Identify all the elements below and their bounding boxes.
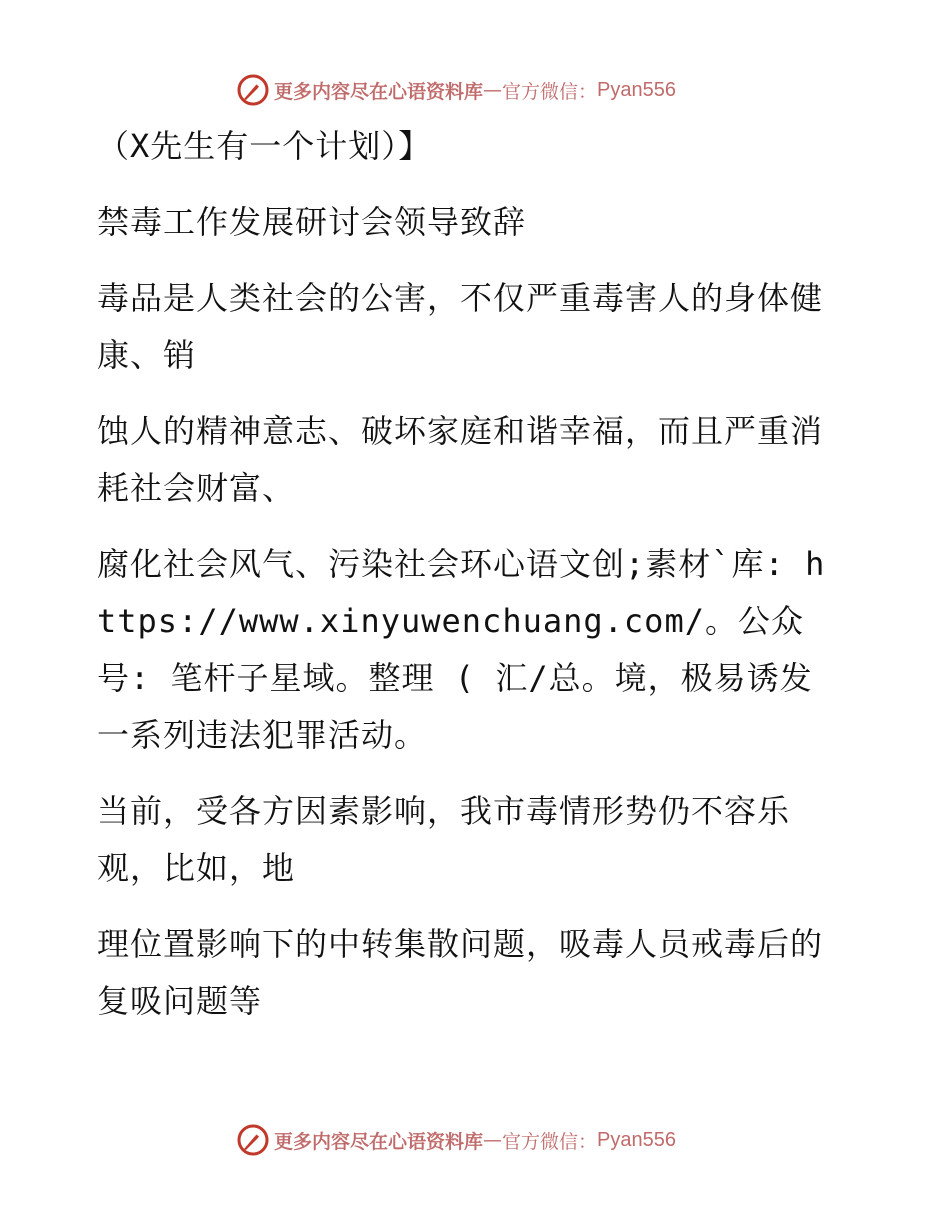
paragraph-heading: 禁毒工作发展研讨会领导致辞 <box>97 203 527 241</box>
watermark-label: 官方微信： <box>502 1130 598 1153</box>
watermark-separator: — <box>483 1129 503 1151</box>
watermark-label: 官方微信： <box>502 80 598 103</box>
pen-logo-icon <box>236 73 270 107</box>
watermark-separator: — <box>483 79 503 101</box>
watermark-wechat-id: Pyan556 <box>597 78 676 101</box>
paragraph-1: 毒品是人类社会的公害，不仅严重毒害人的身体健康、销 <box>97 279 824 374</box>
paragraph-2: 蚀人的精神意志、破坏家庭和谐幸福，而且严重消耗社会财富、 <box>97 412 824 507</box>
paragraph-3: 腐化社会风气、污染社会环心语文创;素材`库: https://www.xinyuwenchuang.com/。公众号: 笔杆子星域。整理 ( 汇/总。境，极易诱发一系列违法犯罪活动。 <box>97 545 826 754</box>
paragraph-4: 当前，受各方因素影响，我市毒情形势仍不容乐观，比如，地 <box>97 792 791 887</box>
watermark-brand-text: 更多内容尽在心语资料库 <box>274 1130 484 1153</box>
pen-logo-icon <box>236 1123 270 1157</box>
watermark-wechat-id: Pyan556 <box>597 1128 676 1151</box>
document-body <box>97 118 832 1049</box>
paragraph-title-note: （X先生有一个计划）】 <box>97 127 432 165</box>
watermark-brand-text: 更多内容尽在心语资料库 <box>274 80 484 103</box>
footer-watermark <box>236 1120 676 1160</box>
paragraph-5: 理位置影响下的中转集散问题，吸毒人员戒毒后的复吸问题等 <box>97 925 824 1020</box>
header-watermark <box>236 70 676 110</box>
